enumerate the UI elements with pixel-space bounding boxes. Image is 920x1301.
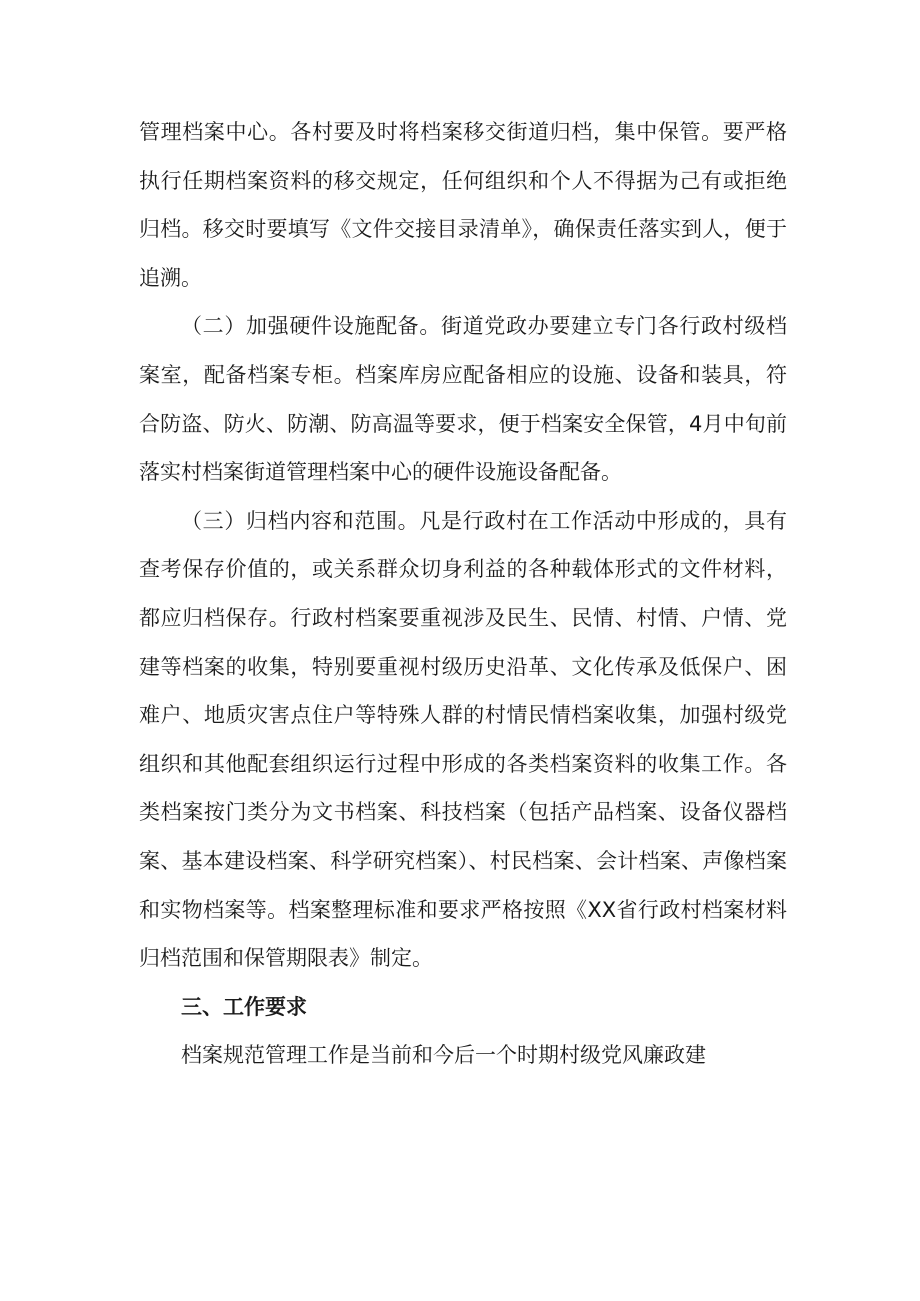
- paragraph-archive-scope: （三）归档内容和范围。凡是行政村在工作活动中形成的，具有查考保存价值的，或关系群众切身利益的各种载体形式的文件材料，都应归档保存。行政村档案要重视涉及民生、民情、村情、户情、党建等档案的收集，特别要重视村级历史沿革、文化传承及低保户、困难户、地质灾害点住户等特殊人群的村情民情档案收集，加强村级党组织和其他配套组织运行过程中形成的各类档案资料的收集工作。各类档案按门类分为文书档案、科技档案（包括产品档案、设备仪器档案、基本建设档案、科学研究档案）、村民档案、会计档案、声像档案和实物档案等。档案整理标准和要求严格按照《XX省行政村档案材料归档范围和保管期限表》制定。: [139, 508, 787, 971]
- paragraph-archive-transfer: 管理档案中心。各村要及时将档案移交街道归档，集中保管。要严格执行任期档案资料的移交规定，任何组织和个人不得据为己有或拒绝归档。移交时要填写《文件交接目录清单》，确保责任落实到人，便于追溯。: [139, 120, 787, 290]
- paragraph-hardware-facilities: （二）加强硬件设施配备。街道党政办要建立专门各行政村级档案室，配备档案专柜。档案库房应配备相应的设施、设备和装具，符合防盗、防火、防潮、防高温等要求，便于档案安全保管，4月中旬前落实村档案街道管理档案中心的硬件设施设备配备。: [139, 314, 787, 485]
- paragraph-work-requirements: 档案规范管理工作是当前和今后一个时期村级党风廉政建: [181, 1043, 706, 1068]
- document-body: [139, 108, 787, 1080]
- section-heading-work-requirements: 三、工作要求: [181, 994, 307, 1019]
